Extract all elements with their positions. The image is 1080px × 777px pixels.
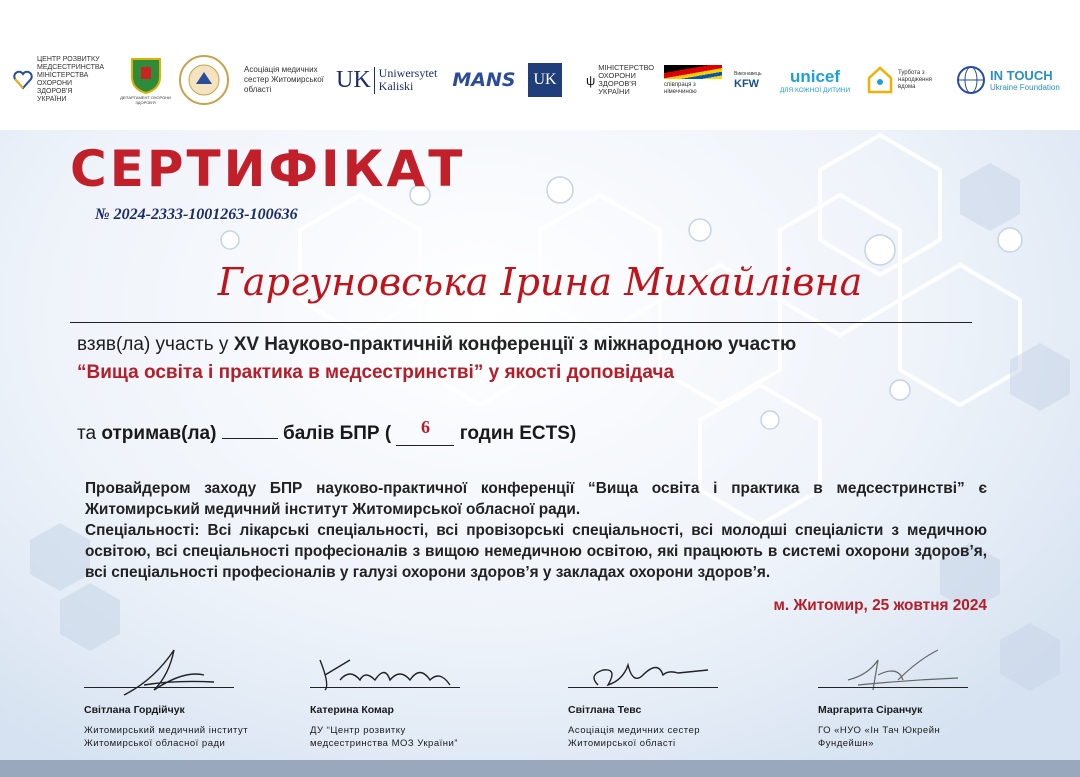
heart-icon: [12, 69, 34, 91]
description: [85, 478, 987, 583]
certificate-title: СЕРТИФІКАТ: [70, 140, 466, 198]
seal-icon: [178, 54, 230, 106]
participation-line: взяв(ла) участь у XV Науково-практичній конференції з міжнародною участю: [77, 334, 797, 355]
globe-icon: [956, 65, 986, 95]
signatory-org: Житомирський медичний інститут Житомирської обласної ради: [84, 725, 249, 749]
institute-seal-logo: [178, 40, 238, 120]
association-logo: Асоціація медичних сестер Житомирської області: [244, 65, 324, 94]
signatory-name: Катерина Комар: [310, 704, 394, 716]
region-dept-logo: ДЕПАРТАМЕНТ ОХОРОНИ ЗДОРОВ'Я: [118, 40, 173, 120]
signatory-org: ГО «НУО «Ін Тач Юкрейн Фундейшн»: [818, 725, 941, 749]
signatory-org: ДУ “Центр розвитку медсестринства МОЗ України”: [310, 725, 458, 749]
conference-title: XV Науково-практичній конференції з міжнародною участю: [233, 334, 797, 355]
provider-text: Провайдером заходу БПР науково-практичної конференції “Вища освіта і практика в медсестринстві” є Житомирський медичний інститут Житомирської обласної ради.: [85, 480, 987, 518]
mans-logo: MANS: [452, 69, 516, 91]
nursing-centre-text: ЦЕНТР РОЗВИТКУ МЕДСЕСТРИНСТВА МІНІСТЕРСТВА ОХОРОНИ ЗДОРОВ'Я УКРАЇНИ: [37, 56, 105, 103]
name-underline: [70, 322, 972, 323]
specialties-text: Спеціальності: Всі лікарські спеціальності, всі провізорські спеціальності, всі молодші спеціалісти з медичною освітою, всі спеціальності професіоналів з вищою немедичною освітою, які працюють в системі охорони здоров’я, всі спеціальності професіоналів у галузі охорони здоров’я у закладах охорони здоров’я.: [85, 522, 987, 581]
handwritten-signature: [310, 640, 470, 700]
coat-of-arms-icon: [129, 55, 163, 95]
handwritten-signature: [818, 640, 978, 700]
uniwersytet-kaliski-logo: UK Uniwersytet Kaliski: [336, 66, 438, 93]
handwritten-signature: [84, 640, 234, 700]
participant-role: у якості доповідача: [488, 362, 675, 383]
uk-square-icon: UK: [528, 63, 562, 97]
flag-icon: [664, 65, 722, 79]
signatory-name: Світлана Тевс: [568, 704, 642, 716]
handwritten-signature: [568, 640, 728, 700]
points-line: та отримав(ла) балів БПР ( 6 годин ECTS): [77, 417, 577, 444]
signatory-name: Світлана Гордійчук: [84, 704, 185, 716]
intouch-logo: IN TOUCH Ukraine Foundation: [956, 40, 1076, 120]
recipient-name: Гаргуновська Ірина Михайлівна: [217, 260, 863, 304]
kfw-logo: Виконавець KFW: [734, 71, 762, 90]
partner-logos: [0, 40, 1080, 120]
signatory-name: Маргарита Сіранчук: [818, 704, 923, 716]
trident-icon: ψ: [586, 72, 596, 88]
nursing-centre-logo: [12, 40, 107, 120]
certificate-number: № 2024-2333-1001263-100636: [95, 206, 298, 223]
uk-square-logo: [528, 40, 568, 120]
german-cooperation-logo: співпраця з німеччиною: [664, 40, 728, 120]
house-icon: [866, 65, 894, 95]
turbota-logo: Турбота з народження вдома: [866, 40, 946, 120]
moz-logo: ψ МІНІСТЕРСТВО ОХОРОНИ ЗДОРОВ'Я УКРАЇНИ: [586, 63, 655, 96]
points-blank: [222, 438, 278, 439]
unicef-logo: unicef ДЛЯ КОЖНОЇ ДИТИНИ: [779, 66, 851, 94]
hours-blank: [396, 417, 454, 446]
hours-value: 6: [420, 417, 430, 437]
place-date: м. Житомир, 25 жовтня 2024: [773, 597, 987, 614]
signatory-org: Асоціація медичних сестер Житомирської області: [568, 725, 701, 749]
conference-name-line: [77, 362, 674, 384]
conference-name: “Вища освіта і практика в медсестринстві”: [77, 362, 484, 383]
